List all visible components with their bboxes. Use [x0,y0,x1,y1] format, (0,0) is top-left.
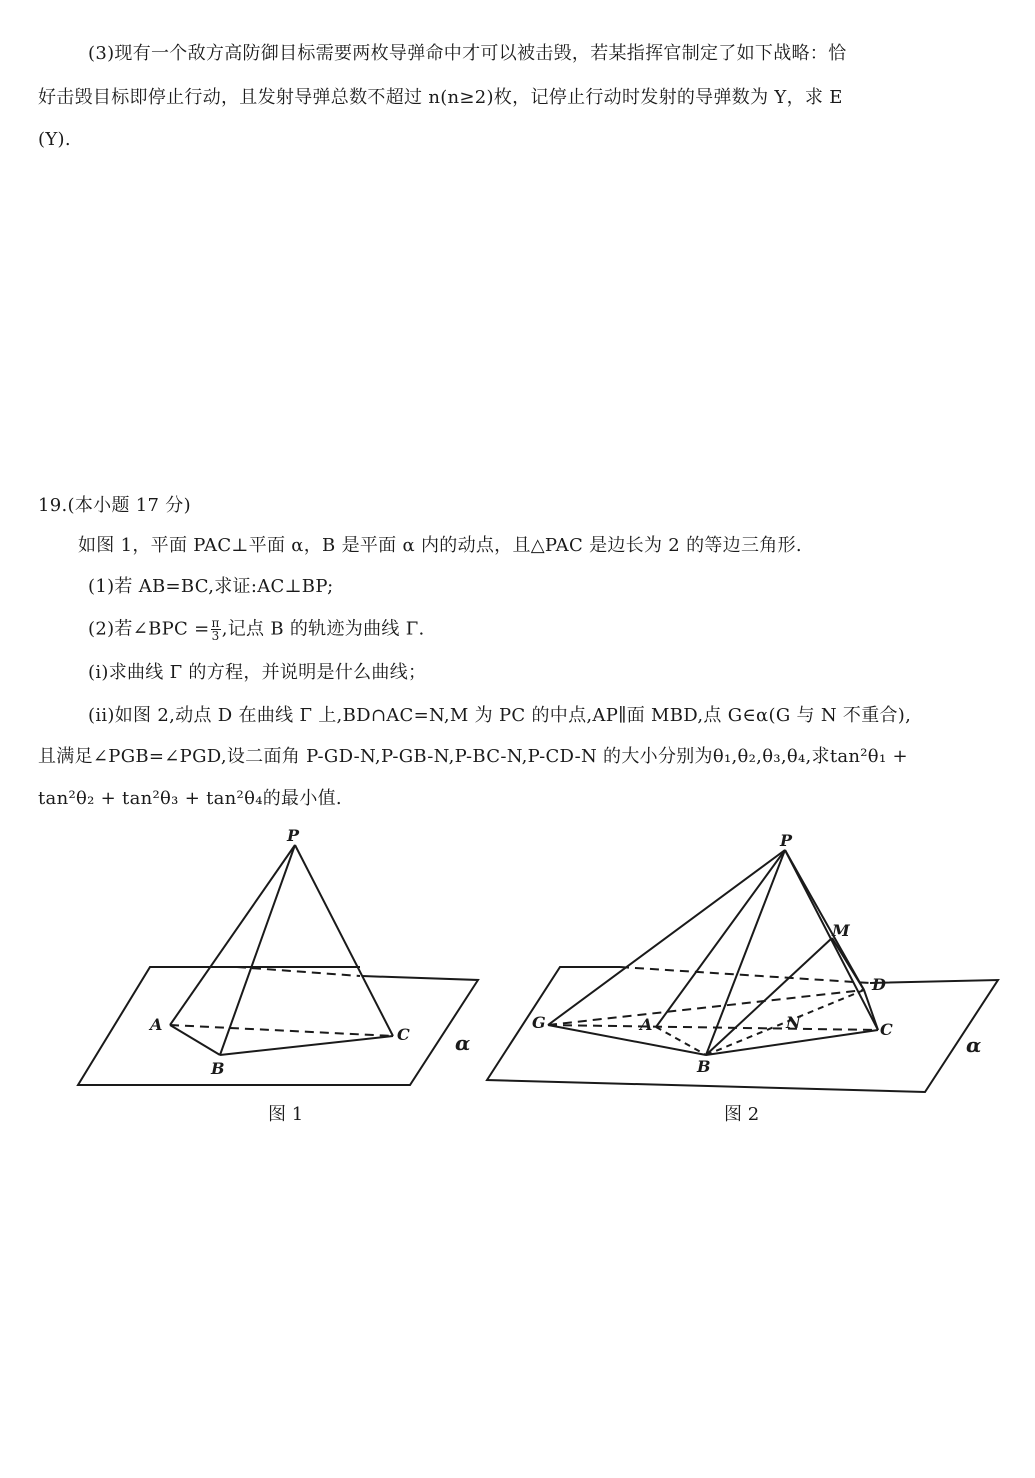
q18-part3-line3: (Y). [38,129,71,150]
dashed-ac [170,1025,393,1036]
label-n: N [786,1013,801,1032]
edge-pg [548,850,785,1025]
label-alpha: α [455,1031,471,1055]
plane-alpha-left [78,967,478,1085]
label-d: D [872,975,886,994]
q19-part2-suffix: ,记点 B 的轨迹为曲线 Γ. [221,618,425,640]
q19-part2-ii-line3: tan²θ₂ + tan²θ₃ + tan²θ₄的最小值. [38,788,342,809]
q19-part2-i: (i)求曲线 Γ 的方程，并说明是什么曲线； [88,662,427,683]
figure-2-caption: 图 2 [724,1104,760,1125]
q18-part3-line1: (3)现有一个敌方高防御目标需要两枚导弹命中才可以被击毁，若某指挥官制定了如下战略：恰 [88,43,847,64]
fraction-numerator: π [211,616,220,630]
edge-gb [548,1025,706,1055]
label-m: M [832,921,850,940]
pi-over-3-fraction [211,617,221,642]
edge-pa [170,845,295,1025]
q19-part2-ii-line1: (ii)如图 2,动点 D 在曲线 Γ 上,BD∩AC=N,M 为 PC 的中点,AP∥面 MBD,点 G∈α(G 与 N 不重合), [88,705,912,726]
dashed-gd [548,990,864,1025]
label-c: C [880,1020,893,1039]
label-a: A [150,1015,163,1034]
figure-1-diagram [0,820,520,1100]
label-b: B [697,1057,711,1076]
plane-alpha-right [487,967,998,1092]
edge-bc [220,1036,393,1055]
label-a: A [640,1015,653,1034]
label-p: P [287,826,300,845]
figure-2-diagram [480,820,1020,1100]
dashed-gc [548,1025,878,1030]
fraction-denominator: 3 [211,629,220,643]
figure-1-caption: 图 1 [268,1104,304,1125]
q19-part2-prefix: (2)若∠BPC = [88,618,210,640]
label-c: C [397,1025,410,1044]
dashed-plane-edge [237,967,360,976]
q19-intro: 如图 1，平面 PAC⊥平面 α，B 是平面 α 内的动点，且△PAC 是边长为 2 的等边三角形. [78,535,802,556]
edge-bc [706,1030,878,1055]
label-b: B [211,1059,225,1078]
q19-part1: (1)若 AB=BC,求证:AC⊥BP; [88,576,334,597]
label-p: P [780,831,793,850]
edge-dc [864,990,878,1030]
dashed-bd [706,990,864,1055]
edge-ab [170,1025,220,1055]
edge-pb [220,845,295,1055]
label-g: G [532,1013,546,1032]
dashed-plane-edge [620,967,870,983]
q19-part2-ii-line2: 且满足∠PGB=∠PGD,设二面角 P-GD-N,P-GB-N,P-BC-N,P-CD-N 的大小分别为θ₁,θ₂,θ₃,θ₄,求tan²θ₁ + [38,746,908,767]
edge-mb [706,938,832,1055]
q18-part3-line2: 好击毁目标即停止行动，且发射导弹总数不超过 n(n≥2)枚，记停止行动时发射的导弹数为 Y，求 E [38,87,843,108]
q19-header: 19.(本小题 17 分) [38,495,191,516]
edge-pb [706,850,785,1055]
label-alpha: α [966,1033,982,1057]
q19-part2 [88,617,425,642]
edge-pc [295,845,393,1036]
